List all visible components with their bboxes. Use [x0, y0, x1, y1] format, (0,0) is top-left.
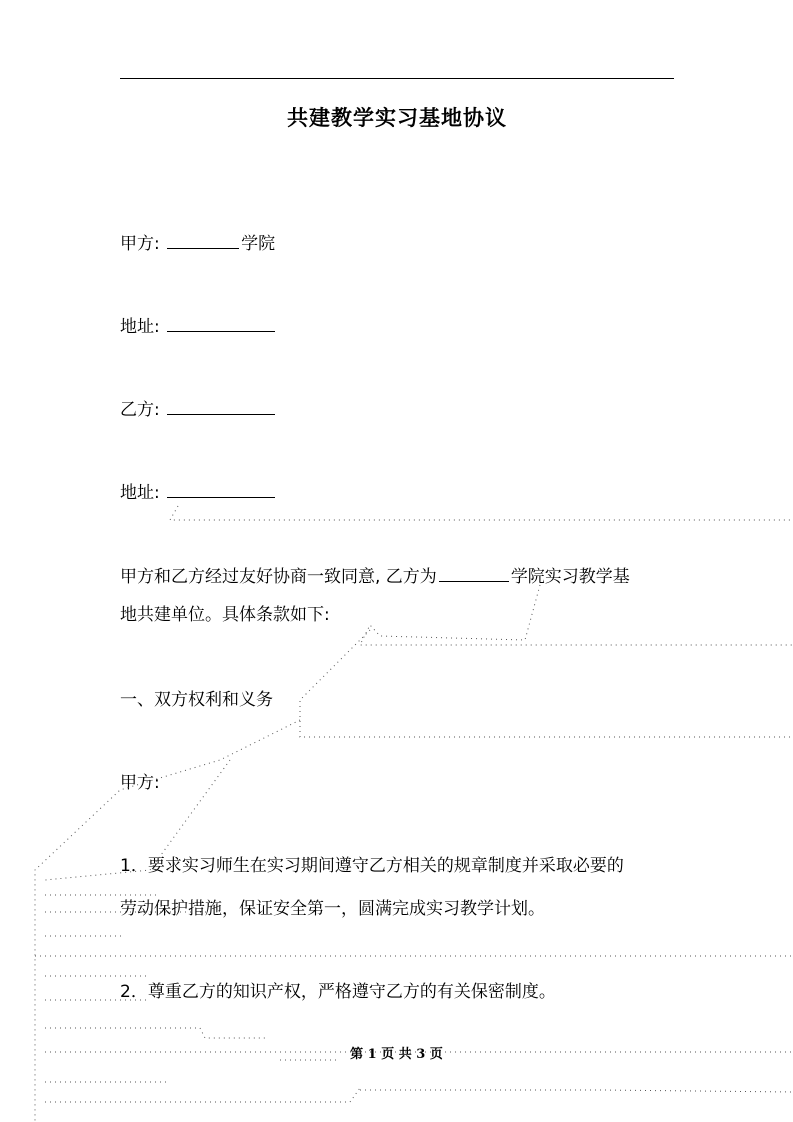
item1-line-1: 1．要求实习师生在实习期间遵守乙方相关的规章制度并采取必要的 [120, 856, 624, 876]
address-label: 地址: [120, 317, 160, 337]
party-a-address-blank [167, 313, 275, 332]
party-a-heading: 甲方: [120, 773, 160, 793]
party-b-line [120, 396, 277, 422]
section1-heading: 一、双方权利和义务 [120, 690, 273, 710]
intro-line-2: 地共建单位。具体条款如下: [120, 605, 330, 625]
document-title: 共建教学实习基地协议 [287, 106, 507, 130]
intro-line-1 [120, 563, 630, 589]
address-label: 地址: [120, 483, 160, 503]
party-a-line [120, 230, 275, 256]
party-b-blank [167, 396, 275, 415]
party-a-address-line [120, 313, 277, 339]
item2-line-1: 2．尊重乙方的知识产权，严格遵守乙方的有关保密制度。 [120, 982, 556, 1002]
party-a-suffix: 学院 [241, 234, 276, 254]
party-a-blank [167, 230, 239, 249]
party-b-label: 乙方: [120, 400, 160, 420]
party-b-address-line [120, 479, 277, 505]
party-a-label: 甲方: [120, 234, 160, 254]
party-b-address-blank [167, 479, 275, 498]
item1-line-2: 劳动保护措施，保证安全第一，圆满完成实习教学计划。 [120, 899, 545, 919]
page-footer: 第 1 页 共 3 页 [350, 1047, 443, 1062]
intro-part2: 学院实习教学基 [510, 567, 630, 587]
intro-part1: 甲方和乙方经过友好协商一致同意, 乙方为 [120, 567, 437, 587]
header-rule [120, 78, 674, 79]
intro-blank [439, 563, 509, 582]
